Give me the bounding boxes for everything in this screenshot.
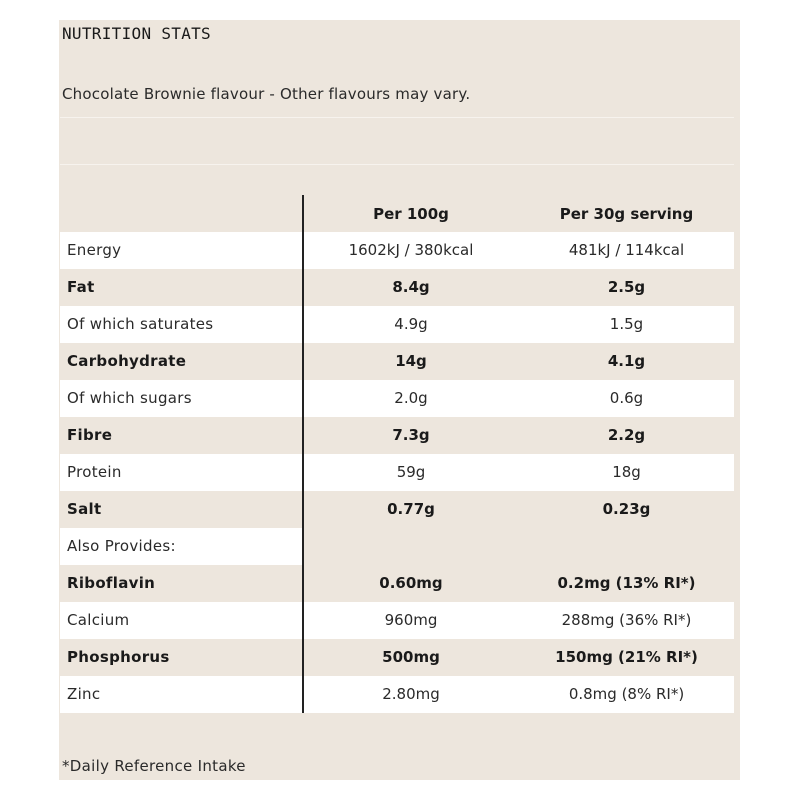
- table-row: [60, 491, 734, 528]
- table-row: [60, 454, 734, 491]
- value-per-100g: 2.80mg: [382, 685, 440, 703]
- value-per-100g: 14g: [395, 352, 427, 370]
- nutrient-label: Protein: [67, 463, 122, 481]
- flavour-note: Chocolate Brownie flavour - Other flavours may vary.: [62, 85, 471, 103]
- table-row: [60, 380, 734, 417]
- table-row: [60, 676, 734, 713]
- value-per-100g: 960mg: [384, 611, 438, 629]
- nutrient-label: Of which saturates: [67, 315, 214, 333]
- nutrient-label: Riboflavin: [67, 574, 156, 592]
- table-row: [60, 269, 734, 306]
- footnote: *Daily Reference Intake: [62, 757, 246, 775]
- value-per-serving: 2.2g: [607, 426, 646, 444]
- value-per-serving: 0.2mg (13% RI*): [557, 574, 696, 592]
- nutrition-table: [60, 195, 734, 713]
- table-row: [60, 306, 734, 343]
- value-per-100g: 8.4g: [392, 278, 430, 296]
- table-row-subheading: [60, 528, 734, 565]
- value-per-serving: 2.5g: [607, 278, 646, 296]
- value-per-100g: 1602kJ / 380kcal: [348, 241, 474, 259]
- value-per-serving: 0.23g: [602, 500, 651, 518]
- value-per-100g: 4.9g: [394, 315, 428, 333]
- value-per-serving: 1.5g: [609, 315, 644, 333]
- table-row: [60, 602, 734, 639]
- value-per-100g: 0.60mg: [379, 574, 443, 592]
- value-per-serving: 481kJ / 114kcal: [568, 241, 685, 259]
- nutrient-label: Zinc: [67, 685, 101, 703]
- table-row: [60, 343, 734, 380]
- table-row: [60, 232, 734, 269]
- value-per-serving: 18g: [612, 463, 641, 481]
- value-per-100g: 500mg: [382, 648, 440, 666]
- value-per-serving: 0.8mg (8% RI*): [568, 685, 685, 703]
- value-per-serving: 150mg (21% RI*): [555, 648, 698, 666]
- nutrient-label: Energy: [67, 241, 122, 259]
- divider: [60, 117, 734, 118]
- value-per-100g: 2.0g: [394, 389, 428, 407]
- nutrient-label: Salt: [67, 500, 102, 518]
- value-per-100g: [303, 528, 519, 565]
- value-per-serving: 0.6g: [609, 389, 644, 407]
- value-per-100g: 59g: [396, 463, 426, 481]
- nutrient-label: Fibre: [67, 426, 113, 444]
- value-per-100g: 0.77g: [387, 500, 435, 518]
- subheading-label: Also Provides:: [67, 537, 176, 555]
- nutrient-label: Calcium: [67, 611, 130, 629]
- value-per-serving: [519, 528, 734, 565]
- table-row: [60, 417, 734, 454]
- value-per-100g: 7.3g: [392, 426, 430, 444]
- column-divider: [302, 195, 304, 713]
- header-per-100g: Per 100g: [373, 205, 449, 223]
- nutrient-label: Of which sugars: [67, 389, 192, 407]
- value-per-serving: 288mg (36% RI*): [561, 611, 692, 629]
- nutrient-label: Fat: [67, 278, 95, 296]
- table-row: [60, 565, 734, 602]
- value-per-serving: 4.1g: [607, 352, 646, 370]
- header-per-serving: Per 30g serving: [559, 205, 694, 223]
- table-header-row: [60, 195, 734, 232]
- table-row: [60, 639, 734, 676]
- divider: [60, 164, 734, 165]
- nutrient-label: Carbohydrate: [67, 352, 187, 370]
- nutrient-label: Phosphorus: [67, 648, 170, 666]
- page-title: NUTRITION STATS: [62, 24, 211, 43]
